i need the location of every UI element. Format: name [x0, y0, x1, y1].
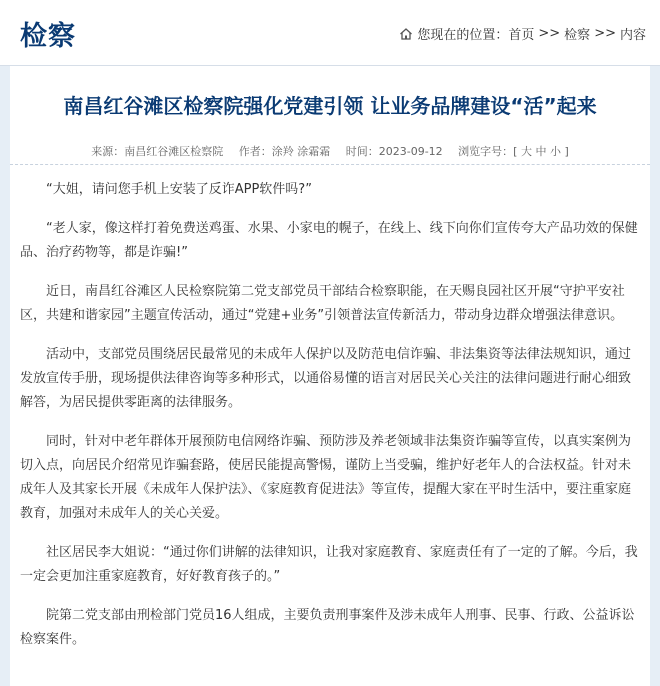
font-size-medium-button[interactable]: 中: [535, 145, 547, 158]
home-icon: [399, 27, 413, 41]
breadcrumb: [399, 24, 646, 43]
font-size-large-button[interactable]: 大: [520, 145, 532, 158]
article-paragraph: 社区居民李大姐说：“通过你们讲解的法律知识，让我对家庭教育、家庭责任有了一定的了解。今后，我一定会更加注重家庭教育，好好教育孩子的。”: [20, 545, 638, 584]
meta-divider: [10, 164, 650, 165]
article-paragraph: 活动中，支部党员围绕居民最常见的未成年人保护以及防范电信诈骗、非法集资等法律法规知识，通过发放宣传手册，现场提供法律咨询等多种形式，以通俗易懂的语言对居民关心关注的法律问题进行耐心细致解答，为居民提供零距离的法律服务。: [20, 347, 632, 410]
article-body: [20, 178, 640, 667]
breadcrumb-current: 内容: [619, 28, 646, 43]
article-paragraph: “大姐，请问您手机上安装了反诈APP软件吗?”: [46, 182, 312, 197]
font-size-end: ]: [564, 145, 569, 158]
font-size-small-button[interactable]: 小: [549, 145, 561, 158]
article-paragraph: “老人家，像这样打着免费送鸡蛋、水果、小家电的幌子，在线上、线下向你们宣传夸大产品功效的保健品、治疗药物等，都是诈骗!”: [20, 221, 638, 260]
font-size-label: 浏览字号：[: [458, 145, 518, 158]
article-author: 作者：涂羚 涂霜霜: [238, 145, 331, 158]
page-header: [0, 0, 660, 66]
article-meta: [10, 143, 650, 159]
breadcrumb-section-link[interactable]: 检察: [564, 28, 591, 43]
article-card: [10, 66, 650, 686]
breadcrumb-separator: >>: [594, 26, 616, 41]
breadcrumb-prefix: 您现在的位置：: [417, 28, 509, 43]
section-title: 检察: [20, 21, 76, 52]
article-source: 来源：南昌红谷滩区检察院: [91, 145, 224, 158]
article-paragraph: 近日，南昌红谷滩区人民检察院第二党支部党员干部结合检察职能，在天赐良园社区开展“守护平安社区，共建和谐家园”主题宣传活动，通过“党建+业务”引领普法宣传新活力，带动身边群众增强法律意识。: [20, 284, 625, 323]
font-size-control: [458, 145, 569, 158]
breadcrumb-home-link[interactable]: 首页: [508, 28, 535, 43]
article-paragraph: 院第二党支部由刑检部门党员16人组成，主要负责刑事案件及涉未成年人刑事、民事、行政、公益诉讼检察案件。: [20, 608, 635, 647]
article-title: 南昌红谷滩区检察院强化党建引领 让业务品牌建设“活”起来: [63, 94, 597, 118]
article-paragraph: 同时，针对中老年群体开展预防电信网络诈骗、预防涉及养老领域非法集资诈骗等宣传，以真实案例为切入点，向居民介绍常见诈骗套路，使居民能提高警惕，谨防上当受骗，维护好老年人的合法权益。针对未成年人及其家长开展《未成年人保护法》、《家庭教育促进法》等宣传，提醒大家在平时生活中，要注重家庭教育，加强对未成年人的关心关爱。: [20, 434, 632, 521]
article-time: 时间：2023-09-12: [345, 145, 443, 158]
breadcrumb-separator: >>: [538, 26, 561, 41]
